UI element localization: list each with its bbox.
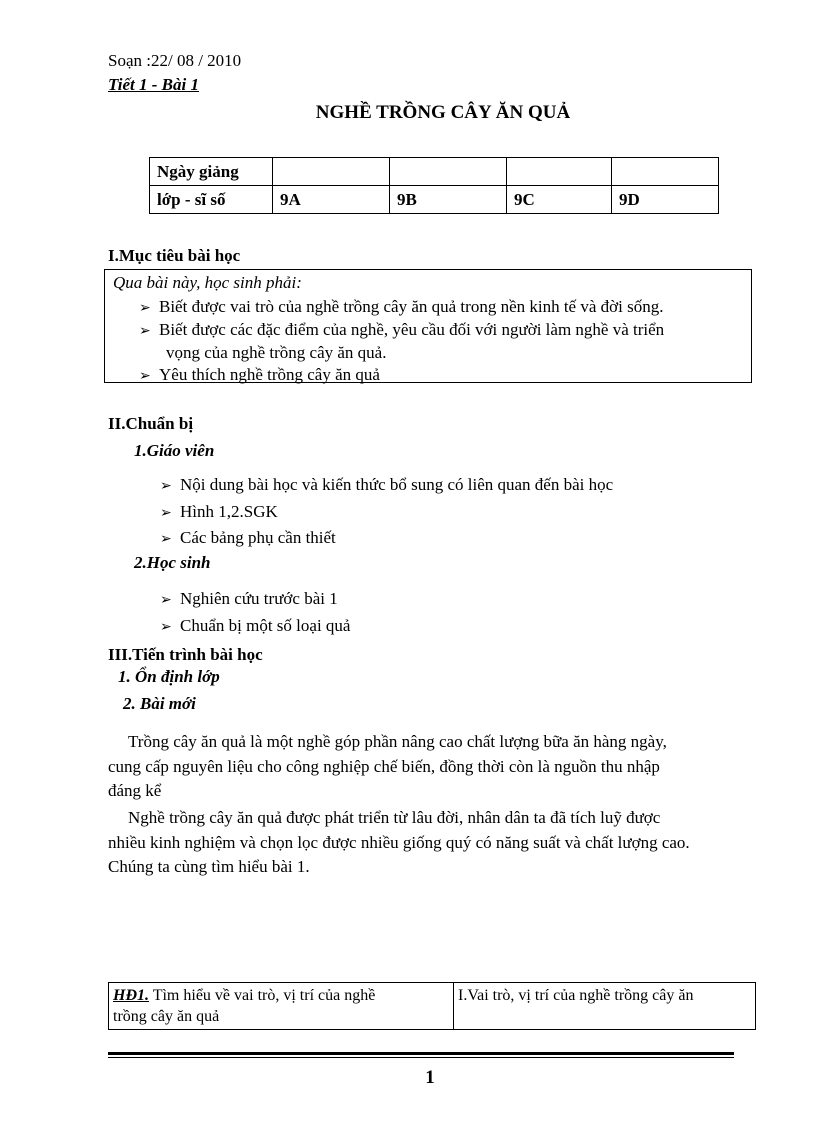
row-label-date: Ngày giảng bbox=[150, 158, 273, 186]
list-item: ➢ Nội dung bài học và kiến thức bổ sung có liên quan đến bài học bbox=[160, 475, 614, 494]
arrow-bullet-icon: ➢ bbox=[139, 368, 151, 384]
table-cell bbox=[390, 158, 507, 186]
activity-tag: HĐ1. bbox=[113, 987, 149, 1004]
list-item: ➢ Biết được vai trò của nghề trồng cây ăn quả trong nền kinh tế và đời sống. bbox=[139, 297, 664, 316]
arrow-bullet-icon: ➢ bbox=[160, 531, 172, 547]
step-new-lesson: 2. Bài mới bbox=[123, 694, 196, 713]
lesson-number: Tiết 1 - Bài 1 bbox=[108, 75, 199, 94]
table-row bbox=[109, 983, 756, 1030]
table-cell bbox=[273, 158, 390, 186]
arrow-bullet-icon: ➢ bbox=[160, 592, 172, 608]
table-cell bbox=[507, 158, 612, 186]
row-label-class: lớp - sĩ số bbox=[150, 186, 273, 214]
list-item: ➢ Yêu thích nghề trồng cây ăn quả bbox=[139, 365, 380, 384]
process-heading: III.Tiến trình bài học bbox=[108, 645, 263, 664]
arrow-bullet-icon: ➢ bbox=[160, 505, 172, 521]
table-row bbox=[150, 158, 719, 186]
activity-table bbox=[108, 982, 756, 1030]
list-item: ➢ Các bảng phụ cần thiết bbox=[160, 528, 336, 547]
list-item: ➢ Chuẩn bị một số loại quả bbox=[160, 616, 351, 635]
page-number: 1 bbox=[425, 1067, 435, 1088]
arrow-bullet-icon: ➢ bbox=[160, 478, 172, 494]
objectives-box bbox=[104, 269, 752, 383]
footer-rule-thick bbox=[108, 1052, 734, 1055]
list-item: ➢ Hình 1,2.SGK bbox=[160, 502, 278, 521]
objectives-heading: I.Mục tiêu bài học bbox=[108, 246, 241, 265]
student-heading: 2.Học sinh bbox=[134, 553, 211, 572]
objectives-intro: Qua bài này, học sinh phải: bbox=[113, 273, 302, 292]
list-item-continuation: vọng của nghề trồng cây ăn quả. bbox=[166, 343, 387, 362]
step-stabilize: 1. Ổn định lớp bbox=[118, 667, 220, 686]
teacher-heading: 1.Giáo viên bbox=[134, 441, 215, 460]
list-item: ➢ Biết được các đặc điểm của nghề, yêu cầu đối với người làm nghề và triển bbox=[139, 320, 665, 339]
arrow-bullet-icon: ➢ bbox=[160, 619, 172, 635]
lesson-date: Soạn :22/ 08 / 2010 bbox=[108, 51, 242, 70]
class-cell: 9C bbox=[507, 186, 612, 214]
list-item: ➢ Nghiên cứu trước bài 1 bbox=[160, 589, 338, 608]
paragraph-intro: Trồng cây ăn quả là một nghề góp phần nâng cao chất lượng bữa ăn hàng ngày, cung cấp nguyên liệu cho công nghiệp chế biến, đồng thời còn là nguồn thu nhập đáng kể bbox=[108, 732, 667, 800]
content-cell: I.Vai trò, vị trí của nghề trồng cây ăn bbox=[454, 983, 756, 1030]
arrow-bullet-icon: ➢ bbox=[139, 323, 151, 339]
page-title: NGHỀ TRỒNG CÂY ĂN QUẢ bbox=[315, 102, 571, 123]
table-row bbox=[150, 186, 719, 214]
table-cell bbox=[612, 158, 719, 186]
class-cell: 9A bbox=[273, 186, 390, 214]
arrow-bullet-icon: ➢ bbox=[139, 300, 151, 316]
class-cell: 9D bbox=[612, 186, 719, 214]
paragraph-history: Nghề trồng cây ăn quả được phát triển từ lâu đời, nhân dân ta đã tích luỹ được nhiều kinh nghiệm và chọn lọc được nhiều giống quý có năng suất và chất lượng cao. Chúng ta cùng tìm hiểu bài 1. bbox=[108, 808, 690, 876]
schedule-table bbox=[149, 157, 719, 214]
preparation-heading: II.Chuẩn bị bbox=[108, 414, 194, 433]
class-cell: 9B bbox=[390, 186, 507, 214]
activity-cell: HĐ1. Tìm hiểu về vai trò, vị trí của nghề trồng cây ăn quả bbox=[109, 983, 454, 1030]
footer-rule-thin bbox=[108, 1057, 734, 1058]
